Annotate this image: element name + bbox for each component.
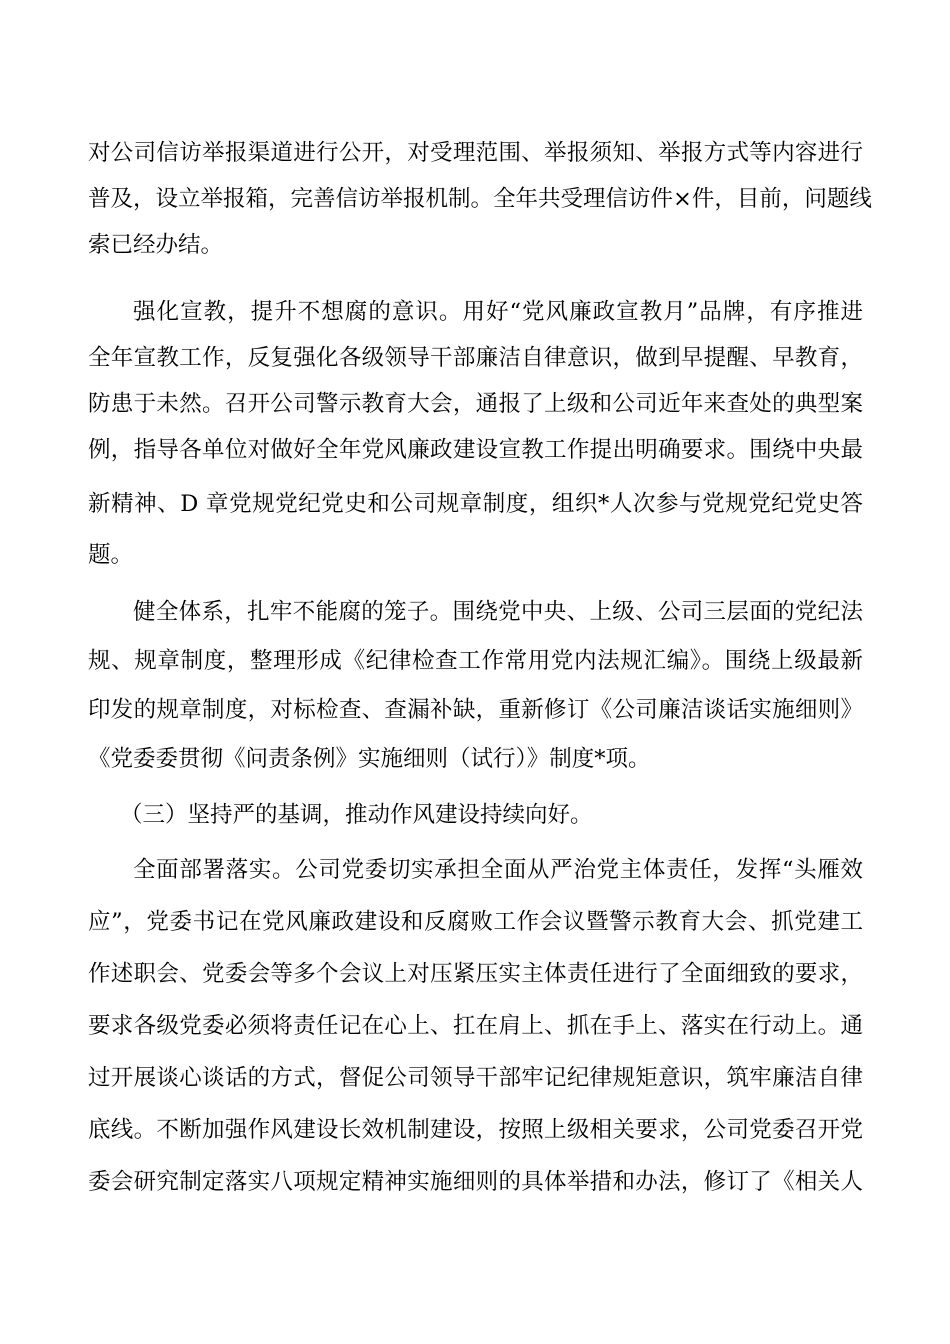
text-line: 对公司信访举报渠道进行公开，对受理范围、举报须知、举报方式等内容进行 xyxy=(88,140,863,166)
text-line: （三）坚持严的基调，推动作风建设持续向好。 xyxy=(120,802,593,828)
text-line: 印发的规章制度，对标检查、查漏补缺，重新修订《公司廉洁谈话实施细则》 xyxy=(88,697,863,723)
text-line: 全面部署落实。公司党委切实承担全面从严治党主体责任，发挥“头雁效 xyxy=(133,857,863,883)
text-line: 新精神、D 章党规党纪党史和公司规章制度，组织*人次参与党规党纪党史答 xyxy=(88,491,863,517)
text-line: 底线。不断加强作风建设长效机制建设，按照上级相关要求，公司党委召开党 xyxy=(88,1117,863,1143)
text-line: 题。 xyxy=(88,542,134,568)
text-line: 过开展谈心谈话的方式，督促公司领导干部牢记纪律规矩意识，筑牢廉洁自律 xyxy=(88,1065,863,1091)
text-line: 应”，党委书记在党风廉政建设和反腐败工作会议暨警示教育大会、抓党建工 xyxy=(88,909,863,935)
text-line: 强化宣教，提升不想腐的意识。用好“党风廉政宣教月”品牌，有序推进 xyxy=(133,299,863,325)
text-line: 例，指导各单位对做好全年党风廉政建设宣教工作提出明确要求。围绕中央最 xyxy=(88,437,863,463)
text-line: 规、规章制度，整理形成《纪律检查工作常用党内法规汇编》。围绕上级最新 xyxy=(88,648,863,674)
text-line: 索已经办结。 xyxy=(88,232,224,258)
text-line: 《党委委贯彻《问责条例》实施细则（试行）》制度*项。 xyxy=(88,746,651,772)
text-line: 作述职会、党委会等多个会议上对压紧压实主体责任进行了全面细致的要求， xyxy=(88,961,863,987)
text-line: 防患于未然。召开公司警示教育大会，通报了上级和公司近年来查处的典型案 xyxy=(88,391,863,417)
text-line: 要求各级党委必须将责任记在心上、扛在肩上、抓在手上、落实在行动上。通 xyxy=(88,1013,863,1039)
text-line: 全年宣教工作，反复强化各级领导干部廉洁自律意识，做到早提醒、早教育， xyxy=(88,345,863,371)
text-line: 健全体系，扎牢不能腐的笼子。围绕党中央、上级、公司三层面的党纪法 xyxy=(133,599,863,625)
text-line: 普及，设立举报箱，完善信访举报机制。全年共受理信访件×件，目前，问题线 xyxy=(88,186,872,212)
text-line: 委会研究制定落实八项规定精神实施细则的具体举措和办法，修订了《相关人 xyxy=(88,1169,863,1195)
